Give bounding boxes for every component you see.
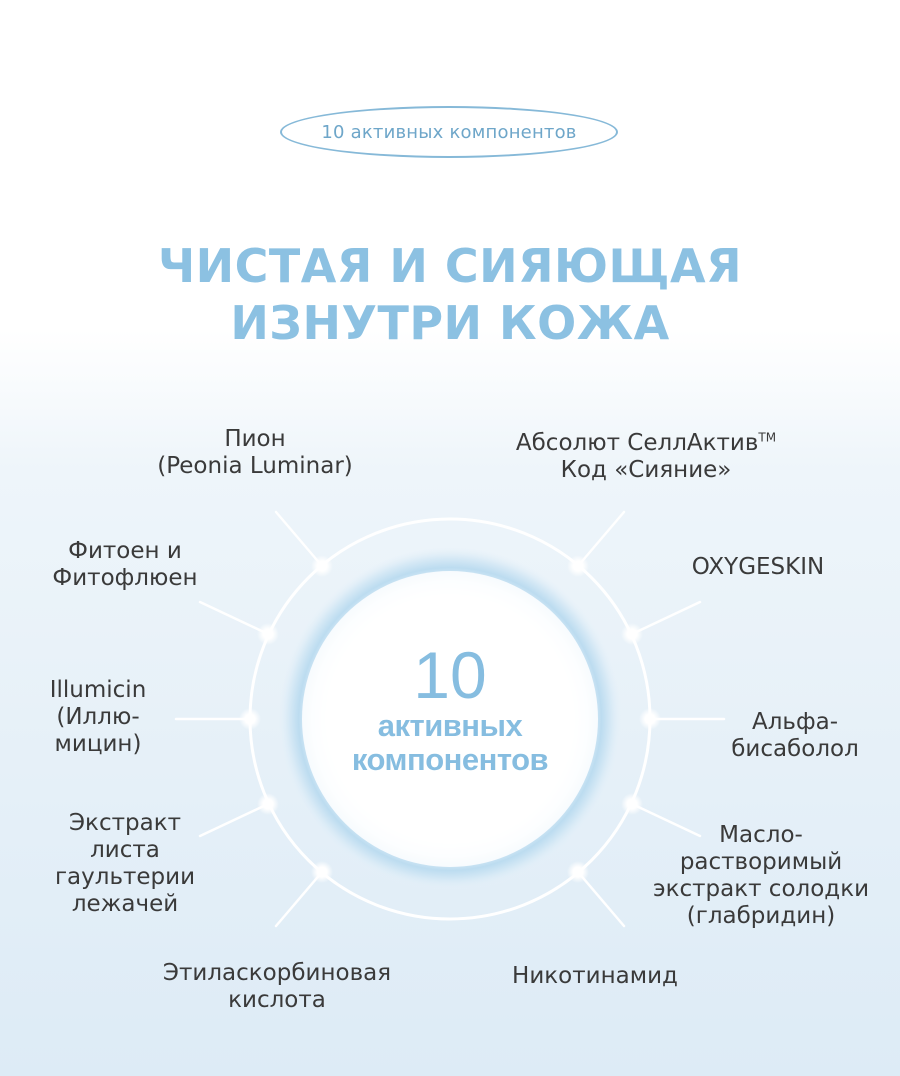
node-1 — [311, 555, 333, 577]
trademark-mark: TM — [758, 430, 777, 445]
ingredient-cellactive-line-2: Код «Сияние» — [560, 457, 732, 483]
node-3 — [257, 623, 279, 645]
title-line-1: ЧИСТАЯ И СИЯЮЩАЯ — [157, 239, 743, 293]
ingredient-peony-line-1: Пион — [224, 426, 286, 452]
ingredient-licorice-line-3: экстракт солодки — [652, 876, 870, 902]
center-label-line-1: активных — [377, 708, 523, 743]
spoke-4 — [632, 602, 700, 634]
ingredient-niacinamide-line-1: Никотинамид — [512, 963, 678, 989]
ingredient-illumicin-line-3: мицин) — [54, 731, 142, 757]
ingredient-bisabolol-line-1: Альфа- — [751, 709, 839, 735]
ingredient-ethylascorbic-line-2: кислота — [228, 987, 326, 1013]
node-5 — [239, 708, 261, 730]
node-2 — [567, 555, 589, 577]
node-4 — [621, 623, 643, 645]
node-9 — [311, 861, 333, 883]
node-10 — [567, 861, 589, 883]
ingredient-bisabolol-line-2: бисаболол — [731, 736, 859, 762]
node-7 — [257, 793, 279, 815]
ingredient-licorice-line-4: (глабридин) — [686, 903, 836, 929]
ingredient-illumicin — [28, 677, 168, 758]
ingredient-phytoene-line-2: Фитофлюен — [52, 565, 198, 591]
ingredient-cellactive — [496, 430, 796, 484]
ingredient-gaultheria-line-3: гаультерии — [54, 864, 196, 890]
ingredient-peony — [150, 426, 360, 480]
ingredient-gaultheria-line-2: листа — [90, 837, 160, 863]
badge-label: 10 активных компонентов — [321, 121, 577, 143]
ingredient-ethylascorbic — [140, 960, 414, 1014]
ingredient-oxygeskin — [672, 554, 844, 581]
ingredient-gaultheria — [40, 810, 210, 918]
ingredient-niacinamide — [492, 963, 698, 990]
ingredient-licorice-line-2: растворимый — [679, 849, 843, 875]
ingredient-illumicin-line-2: (Иллю- — [56, 704, 140, 730]
ingredient-licorice-line-1: Масло- — [719, 822, 803, 848]
ingredient-phytoene — [40, 538, 210, 592]
ingredient-oxygeskin-line-1: OXYGESKIN — [691, 554, 825, 580]
node-8 — [621, 793, 643, 815]
ingredient-peony-line-2: (Peonia Luminar) — [157, 453, 353, 479]
ingredient-gaultheria-line-4: лежачей — [71, 891, 179, 917]
spoke-3 — [200, 602, 268, 634]
ingredient-illumicin-line-1: Illumicin — [49, 677, 147, 703]
node-6 — [639, 708, 661, 730]
title-line-2: ИЗНУТРИ КОЖА — [230, 296, 670, 350]
center-label-line-2: компонентов — [351, 742, 549, 777]
ingredient-phytoene-line-1: Фитоен и — [68, 538, 182, 564]
ingredient-ethylascorbic-line-1: Этиласкорбиновая — [162, 960, 392, 986]
ingredient-licorice — [636, 822, 886, 930]
ingredient-cellactive-line-1: Абсолют СеллАктив™ — [515, 430, 777, 456]
center-number: 10 — [413, 638, 487, 712]
ingredient-gaultheria-line-1: Экстракт — [69, 810, 181, 836]
ingredient-bisabolol — [720, 709, 870, 763]
spoke-7 — [200, 804, 268, 836]
